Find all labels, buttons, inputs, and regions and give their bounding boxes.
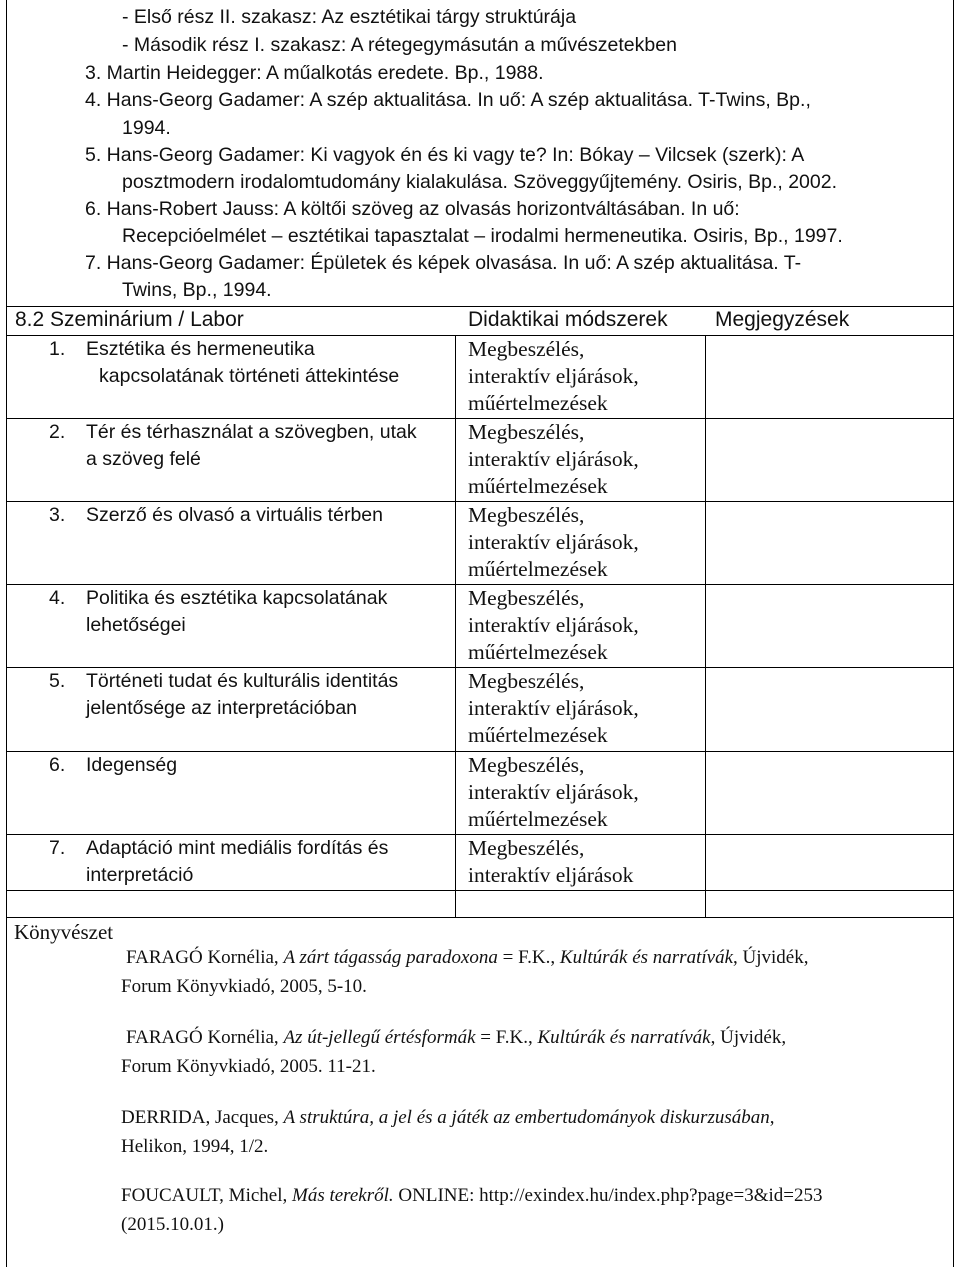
row-topic-cont: lehetőségei — [86, 614, 186, 636]
row-topic: Szerző és olvasó a virtuális térben — [86, 504, 383, 526]
row-number: 3. — [49, 504, 66, 526]
row-method: interaktív eljárások, — [468, 364, 639, 388]
table-rule-row-2 — [6, 501, 954, 502]
table-rule-row-3 — [6, 584, 954, 585]
row-method: műértelmezések — [468, 557, 608, 581]
table-col-divider-2 — [705, 335, 706, 918]
row-number: 7. — [49, 837, 66, 859]
table-rule-row-7 — [6, 890, 954, 891]
row-topic: Esztétika és hermeneutika — [86, 338, 315, 360]
header-remarks: Megjegyzések — [715, 308, 850, 331]
list-item-continuation: Twins, Bp., 1994. — [122, 279, 272, 301]
list-item: - Második rész I. szakasz: A rétegegymásután a művészetekben — [122, 34, 677, 56]
row-topic-cont: jelentősége az interpretációban — [86, 697, 358, 719]
list-item-continuation: posztmodern irodalomtudomány kialakulása. Szöveggyűjtemény. Osiris, Bp., 2002. — [122, 171, 837, 193]
bibliography-entry-cont: Helikon, 1994, 1/2. — [121, 1136, 269, 1157]
row-method: Megbeszélés, — [468, 420, 585, 444]
row-method: interaktív eljárások — [468, 863, 634, 887]
row-method: Megbeszélés, — [468, 669, 585, 693]
row-method: műértelmezések — [468, 474, 608, 498]
table-rule-row-5 — [6, 751, 954, 752]
row-topic-cont: kapcsolatának történeti áttekintése — [99, 365, 400, 387]
bibliography-entry: FARAGÓ Kornélia, Az út-jellegű értésformák = F.K., Kultúrák és narratívák, Újvidék, — [126, 1027, 787, 1048]
row-method: Megbeszélés, — [468, 337, 585, 361]
row-method: műértelmezések — [468, 640, 608, 664]
row-method: Megbeszélés, — [468, 753, 585, 777]
row-topic-cont: interpretáció — [86, 864, 194, 886]
table-rule-header-top — [6, 306, 954, 307]
table-rule-extra — [6, 917, 954, 918]
row-topic: Idegenség — [86, 754, 178, 776]
row-method: műértelmezések — [468, 807, 608, 831]
list-item-continuation: 1994. — [122, 117, 171, 139]
list-item: 4. Hans-Georg Gadamer: A szép aktualitása. In uő: A szép aktualitása. T-Twins, Bp., — [85, 89, 811, 111]
row-number: 2. — [49, 421, 66, 443]
bibliography-entry-cont: Forum Könyvkiadó, 2005, 5-10. — [121, 976, 367, 997]
table-rule-row-1 — [6, 418, 954, 419]
row-method: Megbeszélés, — [468, 503, 585, 527]
row-method: interaktív eljárások, — [468, 780, 639, 804]
row-topic: Adaptáció mint mediális fordítás és — [86, 837, 389, 859]
row-topic: Tér és térhasználat a szövegben, utak — [86, 421, 417, 443]
table-border-left — [6, 0, 7, 1267]
row-method: Megbeszélés, — [468, 836, 585, 860]
list-item-continuation: Recepcióelmélet – esztétikai tapasztalat – irodalmi hermeneutika. Osiris, Bp., 1997. — [122, 225, 843, 247]
row-method: műértelmezések — [468, 723, 608, 747]
row-topic: Politika és esztétika kapcsolatának — [86, 587, 388, 609]
list-item: 5. Hans-Georg Gadamer: Ki vagyok én és ki vagy te? In: Bókay – Vilcsek (szerk): A — [85, 144, 805, 166]
list-item: 7. Hans-Georg Gadamer: Épületek és képek olvasása. In uő: A szép aktualitása. T- — [85, 252, 802, 274]
table-col-divider-1 — [455, 335, 456, 918]
bibliography-url[interactable]: ONLINE: http://exindex.hu/index.php?page=3&id=253 — [393, 1185, 823, 1206]
list-item: 3. Martin Heidegger: A műalkotás eredete. Bp., 1988. — [85, 62, 544, 84]
bibliography-heading: Könyvészet — [14, 920, 114, 944]
table-rule-row-6 — [6, 834, 954, 835]
row-method: interaktív eljárások, — [468, 447, 639, 471]
document-page — [6, 0, 954, 1267]
table-rule-header-bottom — [6, 335, 954, 336]
row-topic-cont: a szöveg felé — [86, 448, 201, 470]
table-rule-row-4 — [6, 667, 954, 668]
row-method: interaktív eljárások, — [468, 613, 639, 637]
header-didactic-methods: Didaktikai módszerek — [468, 308, 668, 331]
row-number: 6. — [49, 754, 66, 776]
bibliography-entry: DERRIDA, Jacques, A struktúra, a jel és a játék az embertudományok diskurzusában, — [121, 1107, 775, 1128]
bibliography-entry: FARAGÓ Kornélia, A zárt tágasság paradoxona = F.K., Kultúrák és narratívák, Újvidék, — [126, 947, 809, 968]
row-number: 5. — [49, 670, 66, 692]
row-number: 1. — [49, 338, 66, 360]
bibliography-entry-cont: (2015.10.01.) — [121, 1214, 224, 1235]
list-item: 6. Hans-Robert Jauss: A költői szöveg az olvasás horizontváltásában. In uő: — [85, 198, 740, 220]
bibliography-entry-cont: Forum Könyvkiadó, 2005. 11-21. — [121, 1056, 376, 1077]
row-method: Megbeszélés, — [468, 586, 585, 610]
table-border-right — [953, 0, 954, 1267]
row-number: 4. — [49, 587, 66, 609]
row-method: interaktív eljárások, — [468, 696, 639, 720]
bibliography-entry: FOUCAULT, Michel, Más terekről. ONLINE: http://exindex.hu/index.php?page=3&id=253 — [121, 1185, 823, 1206]
list-item: - Első rész II. szakasz: Az esztétikai tárgy struktúrája — [122, 6, 577, 28]
row-method: interaktív eljárások, — [468, 530, 639, 554]
header-seminar: 8.2 Szeminárium / Labor — [15, 308, 244, 331]
row-topic: Történeti tudat és kulturális identitás — [86, 670, 399, 692]
row-method: műértelmezések — [468, 391, 608, 415]
